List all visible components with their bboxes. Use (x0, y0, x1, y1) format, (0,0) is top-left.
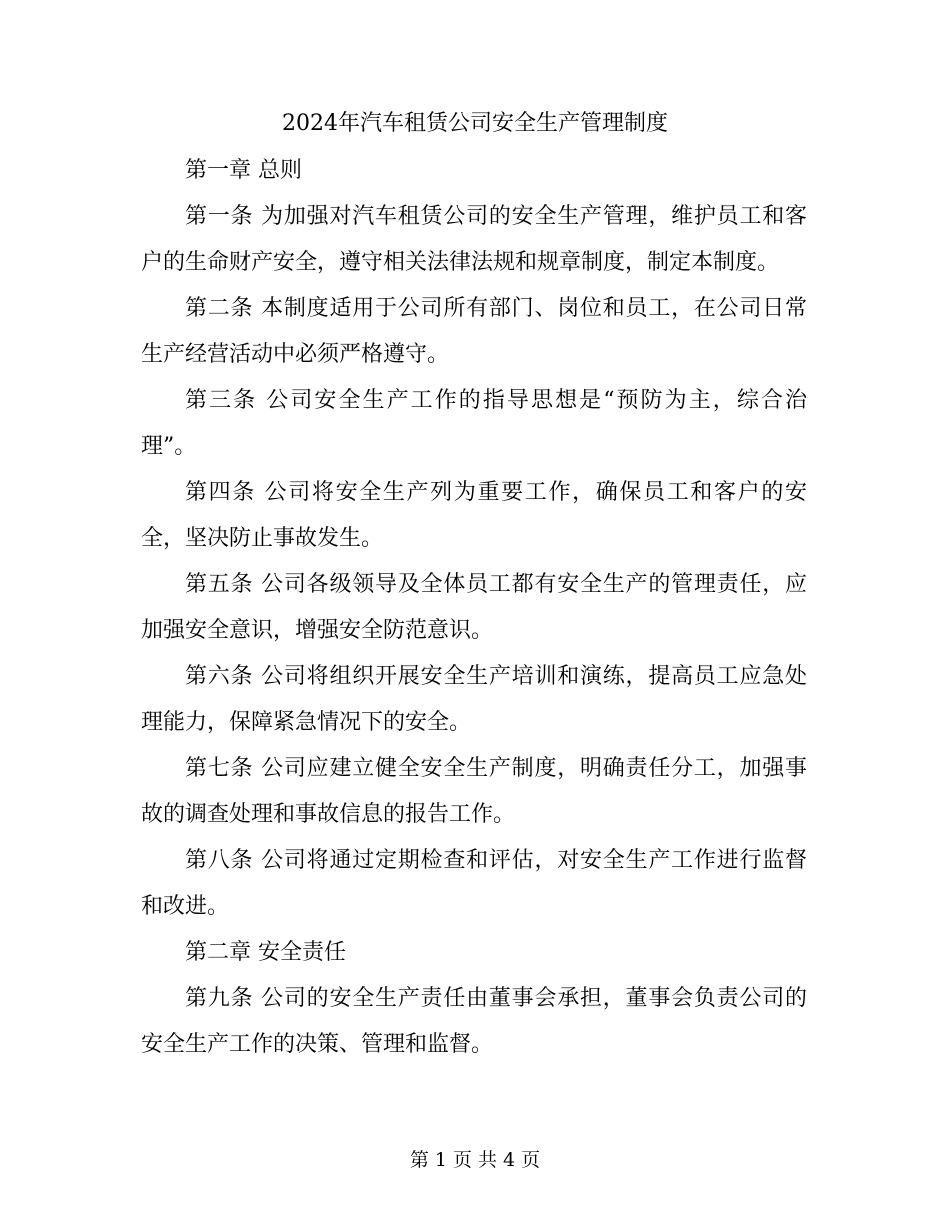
chapter-heading-1: 第一章 总则 (185, 158, 302, 183)
article-9: 第九条 公司的安全生产责任由董事会承担，董事会负责公司的安全生产工作的决策、管理和监督。 (141, 986, 807, 1057)
article-7: 第七条 公司应建立健全安全生产制度，明确责任分工，加强事故的调查处理和事故信息的报告工作。 (141, 756, 807, 827)
article-6: 第六条 公司将组织开展安全生产培训和演练，提高员工应急处理能力，保障紧急情况下的安全。 (141, 664, 807, 735)
article-3: 第三条 公司安全生产工作的指导思想是“预防为主，综合治理”。 (141, 388, 807, 459)
article-1: 第一条 为加强对汽车租赁公司的安全生产管理，维护员工和客户的生命财产安全，遵守相关法律法规和规章制度，制定本制度。 (141, 204, 807, 275)
page-number-footer: 第 1 页 共 4 页 (409, 1149, 541, 1171)
article-8: 第八条 公司将通过定期检查和评估，对安全生产工作进行监督和改进。 (141, 848, 807, 919)
article-4: 第四条 公司将安全生产列为重要工作，确保员工和客户的安全，坚决防止事故发生。 (141, 480, 807, 551)
article-2: 第二条 本制度适用于公司所有部门、岗位和员工，在公司日常生产经营活动中必须严格遵守。 (141, 296, 807, 367)
document-title: 2024年汽车租赁公司安全生产管理制度 (282, 111, 668, 136)
chapter-heading-2: 第二章 安全责任 (185, 940, 346, 965)
document-body (141, 148, 807, 1068)
article-5: 第五条 公司各级领导及全体员工都有安全生产的管理责任，应加强安全意识，增强安全防范意识。 (141, 572, 807, 643)
